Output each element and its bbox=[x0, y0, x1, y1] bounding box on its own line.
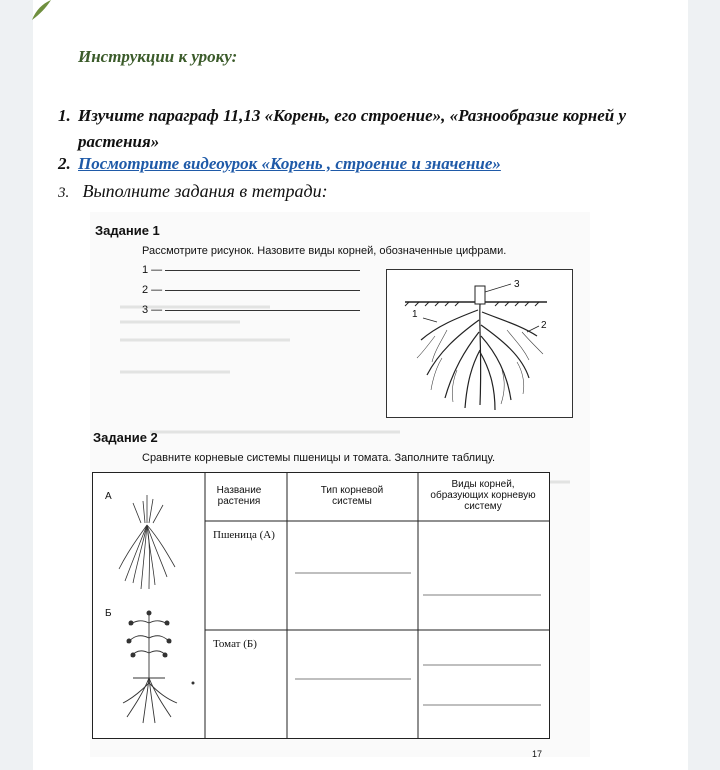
video-lesson-link[interactable]: Посмотрите видеоурок «Корень , строение и значение» bbox=[78, 154, 501, 173]
table-grid bbox=[93, 473, 549, 738]
leaf-decoration-icon bbox=[30, 0, 52, 22]
item-number: 1. bbox=[58, 106, 71, 125]
lesson-heading: Инструкции к уроку: bbox=[78, 47, 238, 66]
answer-line-1 bbox=[142, 264, 360, 276]
answer-line-2 bbox=[142, 284, 360, 296]
task2-instruction: Сравните корневые системы пшеницы и томата. Заполните таблицу. bbox=[142, 452, 495, 464]
figure-label-1: 1 bbox=[412, 309, 418, 320]
answer-line-label: 2 — bbox=[142, 284, 163, 296]
answer-line-label: 3 — bbox=[142, 304, 163, 316]
cell-plant-wheat: Пшеница (А) bbox=[213, 529, 275, 541]
header-root-kinds: Виды корней, образующих корневую систему bbox=[430, 479, 536, 512]
task1-title: Задание 1 bbox=[95, 223, 160, 238]
answer-line-3 bbox=[142, 304, 360, 316]
cell-plant-tomato: Томат (Б) bbox=[213, 638, 257, 650]
row-label-b: Б bbox=[105, 608, 112, 619]
header-root-system-type: Тип корневой системы bbox=[320, 485, 384, 507]
task2-title: Задание 2 bbox=[93, 430, 158, 445]
instruction-text: Выполните задания в тетради: bbox=[82, 181, 328, 201]
row-label-a: А bbox=[105, 491, 112, 502]
instruction-item-2 bbox=[58, 154, 501, 174]
task1-instruction: Рассмотрите рисунок. Назовите виды корней, обозначенные цифрами. bbox=[142, 245, 507, 257]
instruction-text: Изучите параграф 11,13 «Корень, его строение», «Разнообразие корней у растения» bbox=[78, 106, 627, 151]
item-number: 3. bbox=[58, 185, 70, 201]
instruction-item-1 bbox=[58, 103, 658, 151]
header-plant-name: Название растения bbox=[216, 485, 262, 507]
figure-label-2: 2 bbox=[541, 320, 547, 331]
instruction-item-3 bbox=[58, 181, 328, 202]
root-figure bbox=[386, 269, 573, 418]
answer-line-label: 1 — bbox=[142, 264, 163, 276]
comparison-table bbox=[92, 472, 550, 739]
worksheet-scan bbox=[90, 212, 590, 757]
item-number: 2. bbox=[58, 154, 71, 173]
page-number: 17 bbox=[532, 749, 543, 759]
root-system-drawing bbox=[387, 270, 572, 417]
figure-label-3: 3 bbox=[514, 279, 520, 290]
